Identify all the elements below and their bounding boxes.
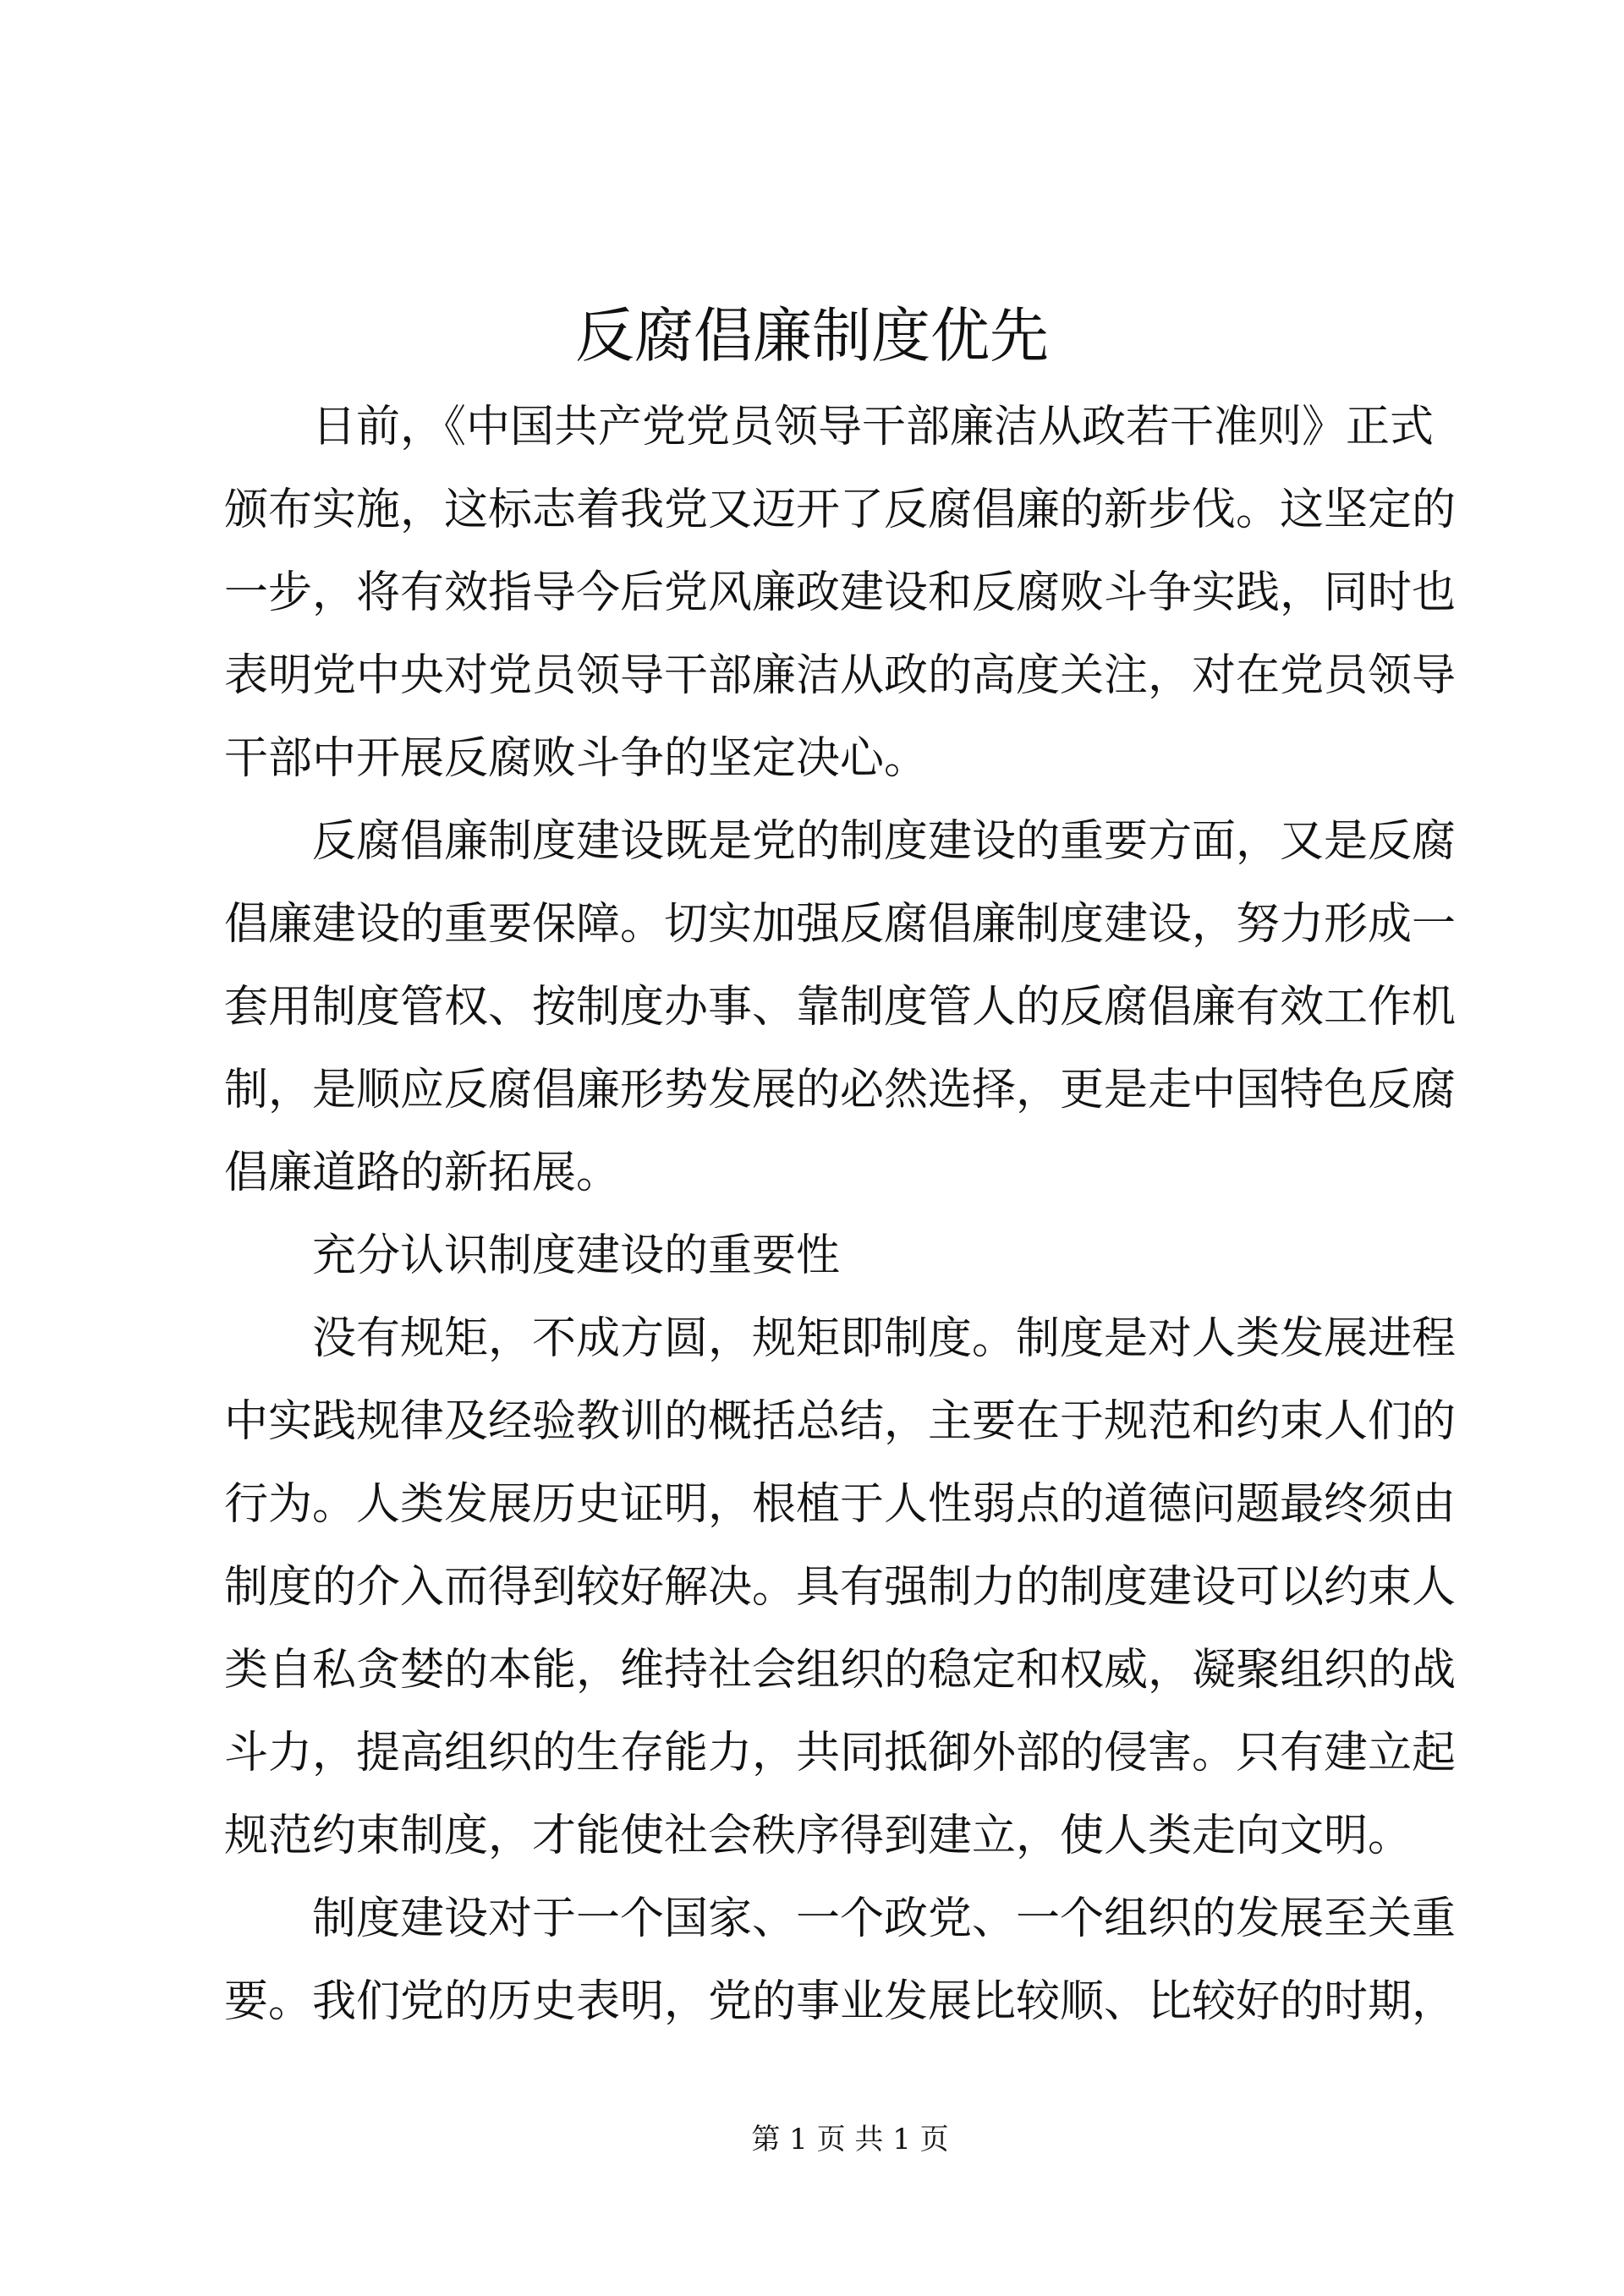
document-body	[224, 386, 1457, 2043]
paragraph	[224, 1877, 1457, 2043]
paragraph	[224, 1297, 1457, 1877]
text-line: 颁布实施，这标志着我党又迈开了反腐倡廉的新步伐。这坚定的	[224, 485, 1457, 535]
text-line: 套用制度管权、按制度办事、靠制度管人的反腐倡廉有效工作机	[224, 982, 1457, 1033]
text-line: 日前，《中国共产党党员领导干部廉洁从政若干准则》正式	[312, 402, 1435, 452]
text-line: 倡廉建设的重要保障。切实加强反腐倡廉制度建设，努力形成一	[224, 899, 1457, 950]
text-line: 没有规矩，不成方圆，规矩即制度。制度是对人类发展进程	[312, 1313, 1457, 1364]
text-line: 中实践规律及经验教训的概括总结，主要在于规范和约束人们的	[224, 1396, 1457, 1447]
text-line: 斗力，提高组织的生存能力，共同抵御外部的侵害。只有建立起	[224, 1728, 1457, 1778]
text-line: 制度的介入而得到较好解决。具有强制力的制度建设可以约束人	[224, 1562, 1457, 1613]
paragraph	[224, 800, 1457, 1214]
text-line: 要。我们党的历史表明，党的事业发展比较顺、比较好的时期，	[224, 1976, 1457, 2027]
document-title: 反腐倡廉制度优先	[575, 301, 1049, 370]
text-line: 干部中开展反腐败斗争的坚定决心。	[224, 733, 929, 784]
text-line: 制度建设对于一个国家、一个政党、一个组织的发展至关重	[312, 1893, 1457, 1944]
text-line: 倡廉道路的新拓展。	[224, 1148, 621, 1198]
text-line: 表明党中央对党员领导干部廉洁从政的高度关注，对在党员领导	[224, 650, 1457, 701]
text-line: 制，是顺应反腐倡廉形势发展的必然选择，更是走中国特色反腐	[224, 1065, 1457, 1115]
text-line: 一步，将有效指导今后党风廉政建设和反腐败斗争实践，同时也	[224, 567, 1457, 618]
text-line: 规范约束制度，才能使社会秩序得到建立，使人类走向文明。	[224, 1811, 1413, 1861]
text-line: 类自私贪婪的本能，维持社会组织的稳定和权威，凝聚组织的战	[224, 1645, 1457, 1696]
text-line: 行为。人类发展历史证明，根植于人性弱点的道德问题最终须由	[224, 1479, 1457, 1530]
paragraph	[224, 386, 1457, 800]
text-line: 反腐倡廉制度建设既是党的制度建设的重要方面，又是反腐	[312, 816, 1457, 867]
section-heading	[224, 1214, 1428, 1297]
page-footer: 第 1 页 共 1 页	[751, 2123, 949, 2156]
text-line: 充分认识制度建设的重要性	[312, 1230, 841, 1281]
